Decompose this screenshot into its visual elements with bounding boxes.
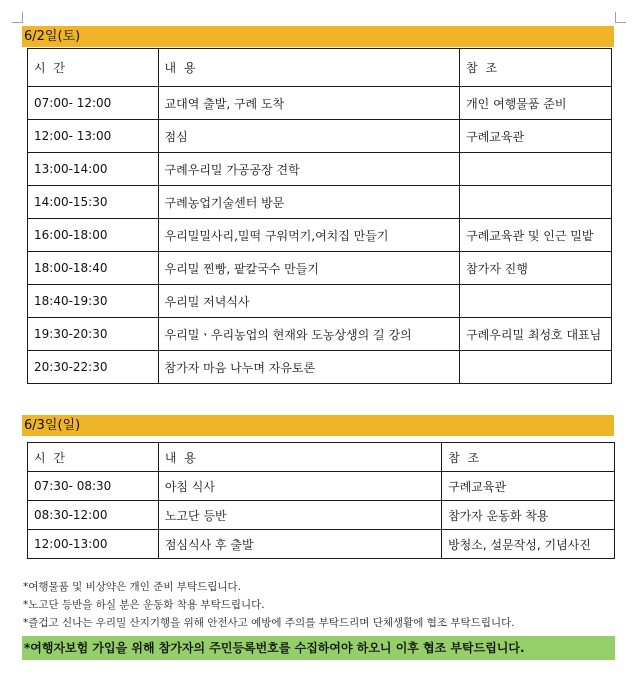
day1-title: 6/2일(토) bbox=[22, 26, 614, 47]
note-item: *노고단 등반을 하실 분은 운동화 착용 부탁드립니다. bbox=[23, 599, 265, 611]
row-content: 노고단 등반 bbox=[158, 501, 441, 530]
notes-list bbox=[23, 578, 615, 632]
highlighted-note: *여행자보험 가입을 위해 참가자의 주민등록번호를 수집하여야 하오니 이후 협조 부탁드립니다. bbox=[22, 636, 615, 660]
row-content: 우리밀 찐빵, 팥칼국수 만들기 bbox=[158, 252, 460, 285]
row-reference: 개인 여행물품 준비 bbox=[460, 87, 612, 120]
day2-schedule-table bbox=[27, 442, 615, 559]
table-row bbox=[28, 472, 615, 501]
row-reference: 구례교육관 bbox=[460, 120, 612, 153]
row-time: 13:00-14:00 bbox=[28, 153, 159, 186]
header-time: 시 간 bbox=[28, 49, 159, 87]
header-time: 시 간 bbox=[28, 443, 159, 472]
table-row bbox=[28, 219, 612, 252]
row-time: 07:00- 12:00 bbox=[28, 87, 159, 120]
header-reference: 참 조 bbox=[460, 49, 612, 87]
table-row bbox=[28, 285, 612, 318]
row-time: 20:30-22:30 bbox=[28, 351, 159, 384]
table-row bbox=[28, 501, 615, 530]
header-content: 내 용 bbox=[158, 49, 460, 87]
row-reference: 참가자 운동화 착용 bbox=[442, 501, 615, 530]
table-row bbox=[28, 252, 612, 285]
table-row bbox=[28, 530, 615, 559]
row-reference: 방청소, 설문작성, 기념사진 bbox=[442, 530, 615, 559]
row-content: 구례농업기술센터 방문 bbox=[158, 186, 460, 219]
table-row bbox=[28, 120, 612, 153]
row-time: 08:30-12:00 bbox=[28, 501, 159, 530]
row-content: 점심식사 후 출발 bbox=[158, 530, 441, 559]
row-reference: 참가자 진행 bbox=[460, 252, 612, 285]
row-time: 12:00-13:00 bbox=[28, 530, 159, 559]
table-row bbox=[28, 186, 612, 219]
row-time: 07:30- 08:30 bbox=[28, 472, 159, 501]
page-corner-mark-right bbox=[615, 12, 626, 23]
page-corner-mark-left bbox=[12, 12, 23, 23]
note-item: *즐겁고 신나는 우리밀 산지기행을 위해 안전사고 예방에 주의를 부탁드리며 단체생활에 협조 부탁드립니다. bbox=[23, 617, 515, 629]
row-reference: 구례교육관 bbox=[442, 472, 615, 501]
row-time: 18:40-19:30 bbox=[28, 285, 159, 318]
row-content: 아침 식사 bbox=[158, 472, 441, 501]
table-header-row bbox=[28, 443, 615, 472]
row-reference: 구례우리밀 최성호 대표님 bbox=[460, 318, 612, 351]
day2-title: 6/3일(일) bbox=[22, 415, 614, 436]
row-content: 우리밀밀사리,밀떡 구워먹기,여치집 만들기 bbox=[158, 219, 460, 252]
row-reference bbox=[460, 351, 612, 384]
row-content: 우리밀ㆍ우리농업의 현재와 도농상생의 길 강의 bbox=[158, 318, 460, 351]
note-item: *여행물품 및 비상약은 개인 준비 부탁드립니다. bbox=[23, 581, 241, 593]
table-row bbox=[28, 318, 612, 351]
table-row bbox=[28, 153, 612, 186]
row-content: 교대역 출발, 구례 도착 bbox=[158, 87, 460, 120]
row-content: 구례우리밀 가공공장 견학 bbox=[158, 153, 460, 186]
row-reference bbox=[460, 153, 612, 186]
row-time: 19:30-20:30 bbox=[28, 318, 159, 351]
table-row bbox=[28, 351, 612, 384]
header-reference: 참 조 bbox=[442, 443, 615, 472]
row-time: 16:00-18:00 bbox=[28, 219, 159, 252]
table-row bbox=[28, 87, 612, 120]
row-time: 14:00-15:30 bbox=[28, 186, 159, 219]
row-time: 12:00- 13:00 bbox=[28, 120, 159, 153]
row-reference bbox=[460, 186, 612, 219]
row-reference bbox=[460, 285, 612, 318]
table-header-row bbox=[28, 49, 612, 87]
row-content: 참가자 마음 나누며 자유토론 bbox=[158, 351, 460, 384]
day1-schedule-table bbox=[27, 48, 612, 384]
row-time: 18:00-18:40 bbox=[28, 252, 159, 285]
row-content: 점심 bbox=[158, 120, 460, 153]
row-content: 우리밀 저녁식사 bbox=[158, 285, 460, 318]
header-content: 내 용 bbox=[158, 443, 441, 472]
row-reference: 구례교육관 및 인근 밀밭 bbox=[460, 219, 612, 252]
